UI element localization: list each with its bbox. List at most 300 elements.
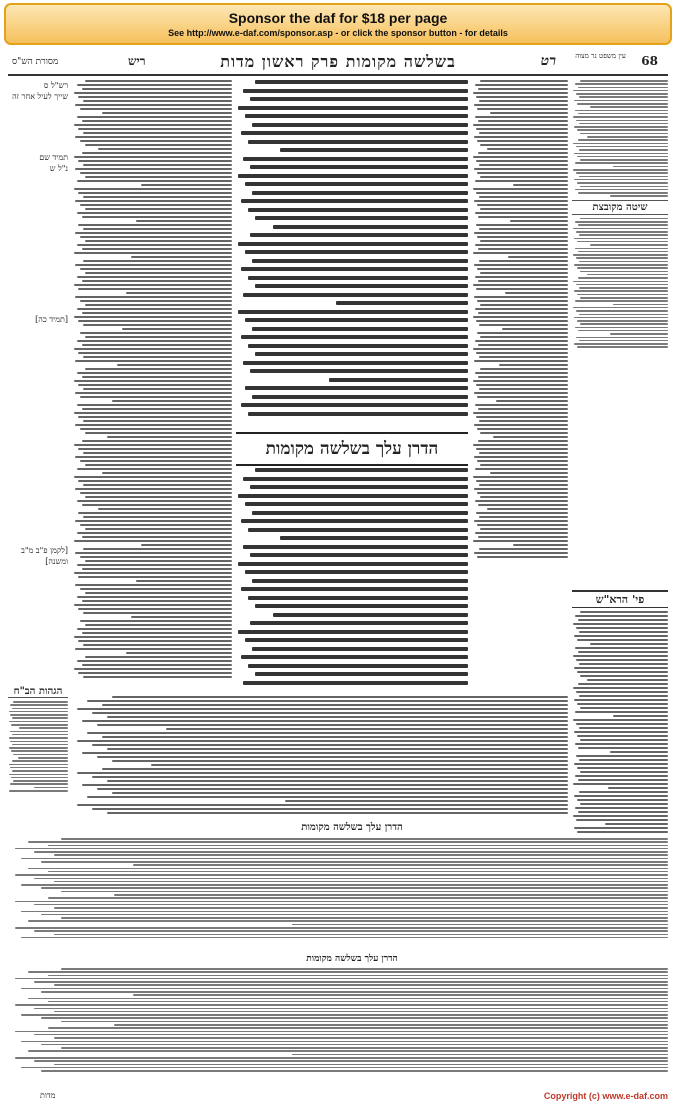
tosafot-text <box>72 80 232 678</box>
text-line <box>9 790 68 792</box>
rash-commentary-text <box>472 80 568 558</box>
text-line <box>107 780 568 782</box>
tosafot-column <box>72 80 232 690</box>
text-line <box>280 148 468 152</box>
text-line <box>74 316 232 318</box>
text-line <box>580 675 668 677</box>
text-line <box>28 971 668 973</box>
text-line <box>479 452 568 454</box>
text-line <box>82 504 232 506</box>
text-line <box>479 484 568 486</box>
text-line <box>480 208 568 210</box>
shita-mekubetzet-label: שיטה מקובצת <box>572 200 668 215</box>
masoret-hashas-column <box>8 80 68 680</box>
text-line <box>82 152 232 154</box>
text-line <box>83 260 232 262</box>
text-line <box>479 548 568 550</box>
text-line <box>75 392 232 394</box>
text-line <box>77 708 568 710</box>
text-line <box>74 92 232 94</box>
mishnah-text <box>236 80 468 430</box>
text-line <box>605 823 668 825</box>
text-line <box>499 364 568 366</box>
text-line <box>473 252 568 254</box>
text-line <box>75 104 232 106</box>
text-line <box>480 336 568 338</box>
text-line <box>85 144 232 146</box>
text-line <box>83 388 232 390</box>
text-line <box>580 803 668 805</box>
text-line <box>496 400 568 402</box>
text-line <box>114 894 668 896</box>
text-line <box>475 212 568 214</box>
text-line <box>474 232 568 234</box>
text-line <box>587 136 668 138</box>
text-line <box>578 224 668 226</box>
text-line <box>473 540 568 542</box>
text-line <box>577 639 668 641</box>
text-line <box>74 156 232 158</box>
text-line <box>475 180 568 182</box>
text-line <box>83 100 232 102</box>
text-line <box>573 254 668 256</box>
text-line <box>34 787 68 789</box>
text-line <box>590 244 668 246</box>
text-line <box>77 308 232 310</box>
text-line <box>579 631 668 633</box>
text-line <box>577 156 668 158</box>
text-line <box>61 968 668 970</box>
text-line <box>248 596 468 600</box>
text-line <box>75 264 232 266</box>
text-line <box>573 116 668 118</box>
text-line <box>83 356 232 358</box>
text-line <box>77 532 232 534</box>
text-line <box>255 604 468 608</box>
text-line <box>21 1041 668 1043</box>
text-line <box>248 276 468 280</box>
text-line <box>252 579 468 583</box>
text-line <box>475 532 568 534</box>
text-line <box>21 1014 668 1016</box>
text-line <box>34 904 668 906</box>
text-line <box>15 874 668 876</box>
text-line <box>82 280 232 282</box>
hadran-heading-tiny: הדרן עלך בשלשה מקומות <box>306 954 398 964</box>
text-line <box>476 448 568 450</box>
text-line <box>255 672 468 676</box>
text-line <box>477 396 568 398</box>
text-line <box>248 412 468 416</box>
text-line <box>126 292 232 294</box>
sponsor-banner[interactable] <box>4 3 672 45</box>
text-line <box>85 368 232 370</box>
text-line <box>574 343 668 345</box>
text-line <box>117 364 232 366</box>
text-line <box>574 126 668 128</box>
text-line <box>74 252 232 254</box>
text-line <box>573 687 668 689</box>
text-line <box>54 984 668 986</box>
text-line <box>10 714 68 716</box>
text-line <box>21 911 668 913</box>
text-line <box>575 647 668 649</box>
text-line <box>78 448 232 450</box>
text-line <box>41 861 668 863</box>
text-line <box>474 200 568 202</box>
text-line <box>292 1054 668 1056</box>
text-line <box>107 436 232 438</box>
text-line <box>577 799 668 801</box>
text-line <box>13 780 68 782</box>
text-line <box>474 488 568 490</box>
text-line <box>13 754 68 756</box>
commentary-middle-text <box>72 696 568 814</box>
text-line <box>476 352 568 354</box>
text-line <box>576 723 668 725</box>
text-line <box>83 548 232 550</box>
text-line <box>255 284 468 288</box>
text-line <box>74 412 232 414</box>
text-line <box>575 743 668 745</box>
text-line <box>166 728 568 730</box>
text-line <box>74 572 232 574</box>
text-line <box>252 327 468 331</box>
text-line <box>576 93 668 95</box>
text-line <box>102 112 232 114</box>
text-line <box>82 664 232 666</box>
text-line <box>82 216 232 218</box>
text-line <box>83 324 232 326</box>
text-line <box>248 140 468 144</box>
text-line <box>477 108 568 110</box>
text-line <box>9 774 68 776</box>
masoret-heading: מסורת הש"ס <box>12 57 59 67</box>
text-line <box>477 172 568 174</box>
text-line <box>479 420 568 422</box>
text-line <box>579 123 668 125</box>
text-line <box>77 740 568 742</box>
text-line <box>82 408 232 410</box>
text-line <box>580 771 668 773</box>
sponsor-subtitle[interactable]: See http://www.e-daf.com/sponsor.asp - or click the sponsor button - for details <box>168 28 508 38</box>
text-line <box>574 238 668 240</box>
text-line <box>477 236 568 238</box>
text-line <box>478 440 568 442</box>
text-line <box>255 352 468 356</box>
text-line <box>102 704 568 706</box>
text-line <box>85 272 232 274</box>
text-line <box>77 804 568 806</box>
text-line <box>245 250 468 254</box>
text-line <box>478 152 568 154</box>
text-line <box>285 800 568 802</box>
text-line <box>508 256 568 258</box>
text-line <box>273 225 468 229</box>
text-line <box>250 165 468 169</box>
text-line <box>578 139 668 141</box>
text-line <box>505 292 568 294</box>
text-line <box>85 208 232 210</box>
text-line <box>477 556 568 558</box>
text-line <box>576 755 668 757</box>
text-line <box>575 327 668 329</box>
text-line <box>85 304 232 306</box>
text-line <box>87 700 568 702</box>
text-line <box>573 307 668 309</box>
text-line <box>74 380 232 382</box>
text-line <box>577 703 668 705</box>
text-line <box>107 812 568 814</box>
text-line <box>238 494 468 498</box>
text-line <box>21 858 668 860</box>
text-line <box>478 408 568 410</box>
text-line <box>83 196 232 198</box>
text-line <box>476 224 568 226</box>
text-line <box>92 808 568 810</box>
text-line <box>77 596 232 598</box>
text-line <box>83 164 232 166</box>
text-line <box>80 428 232 430</box>
text-line <box>577 294 668 296</box>
rosh-commentary-column <box>572 590 668 835</box>
text-line <box>245 502 468 506</box>
text-line <box>85 240 232 242</box>
text-line <box>41 887 668 889</box>
text-line <box>480 432 568 434</box>
text-line <box>18 757 68 759</box>
text-line <box>576 231 668 233</box>
text-line <box>574 264 668 266</box>
text-line <box>576 310 668 312</box>
text-line <box>34 1034 668 1036</box>
text-line <box>574 635 668 637</box>
text-line <box>61 1047 668 1049</box>
text-line <box>579 727 668 729</box>
text-line <box>479 324 568 326</box>
text-line <box>252 259 468 263</box>
text-line <box>102 736 568 738</box>
text-line <box>580 159 668 161</box>
text-line <box>575 162 668 164</box>
text-line <box>77 276 232 278</box>
text-line <box>82 568 232 570</box>
text-line <box>578 747 668 749</box>
text-line <box>82 536 232 538</box>
text-line <box>48 1027 668 1029</box>
mishnah-lines <box>236 80 468 416</box>
text-line <box>473 316 568 318</box>
text-line <box>241 519 468 523</box>
hagahot-text <box>8 701 68 792</box>
text-line <box>478 504 568 506</box>
text-line <box>80 332 232 334</box>
text-line <box>34 851 668 853</box>
text-line <box>15 1057 668 1059</box>
text-line <box>92 712 568 714</box>
text-line <box>574 179 668 181</box>
text-line <box>78 416 232 418</box>
hadran-heading: הדרן עלך בשלשה מקומות <box>236 432 468 466</box>
text-line <box>241 267 468 271</box>
text-line <box>580 707 668 709</box>
text-line <box>273 613 468 617</box>
text-line <box>575 300 668 302</box>
text-line <box>136 580 232 582</box>
text-line <box>243 545 468 549</box>
text-line <box>243 293 468 297</box>
text-line <box>12 760 68 762</box>
text-line <box>75 200 232 202</box>
mishnah-next-lines <box>236 468 468 685</box>
text-line <box>80 588 232 590</box>
text-line <box>74 124 232 126</box>
text-line <box>83 676 232 678</box>
text-line <box>473 348 568 350</box>
text-line <box>238 310 468 314</box>
text-line <box>475 84 568 86</box>
text-line <box>241 587 468 591</box>
text-line <box>476 416 568 418</box>
text-line <box>476 288 568 290</box>
text-line <box>238 174 468 178</box>
text-line <box>61 917 668 919</box>
text-line <box>12 734 68 736</box>
text-line <box>10 741 68 743</box>
text-line <box>510 220 568 222</box>
text-line <box>474 264 568 266</box>
text-line <box>238 106 468 110</box>
text-line <box>21 937 668 939</box>
text-line <box>473 92 568 94</box>
text-line <box>102 472 232 474</box>
text-line <box>473 284 568 286</box>
text-line <box>85 80 232 82</box>
text-line <box>83 452 232 454</box>
text-line <box>579 149 668 151</box>
text-line <box>476 192 568 194</box>
text-line <box>577 735 668 737</box>
text-line <box>578 779 668 781</box>
text-line <box>85 656 232 658</box>
text-line <box>34 1060 668 1062</box>
text-line <box>574 317 668 319</box>
text-line <box>577 671 668 673</box>
text-line <box>41 1044 668 1046</box>
text-line <box>573 623 668 625</box>
text-line <box>78 224 232 226</box>
text-line <box>78 608 232 610</box>
text-line <box>480 368 568 370</box>
text-line <box>92 776 568 778</box>
text-line <box>487 148 568 150</box>
text-line <box>21 988 668 990</box>
text-line <box>54 907 668 909</box>
text-line <box>82 784 568 786</box>
text-line <box>122 328 232 330</box>
text-line <box>238 242 468 246</box>
text-line <box>77 564 232 566</box>
text-line <box>83 132 232 134</box>
text-line <box>475 308 568 310</box>
ein-mishpat-heading: עין משפט נר מצוה <box>575 52 626 60</box>
text-line <box>21 884 668 886</box>
text-line <box>75 136 232 138</box>
text-line <box>577 346 668 348</box>
text-line <box>575 110 668 112</box>
text-line <box>34 1008 668 1010</box>
text-line <box>255 216 468 220</box>
text-line <box>474 552 568 554</box>
text-line <box>476 160 568 162</box>
text-line <box>477 332 568 334</box>
text-line <box>574 795 668 797</box>
margin-note: רש"ל ס <box>43 81 68 90</box>
text-line <box>478 248 568 250</box>
text-line <box>77 84 232 86</box>
text-line <box>126 652 232 654</box>
text-line <box>241 335 468 339</box>
text-line <box>75 552 232 554</box>
text-line <box>608 787 668 789</box>
text-line <box>78 192 232 194</box>
text-line <box>329 378 468 382</box>
text-line <box>610 333 668 335</box>
text-line <box>74 444 232 446</box>
text-line <box>248 344 468 348</box>
text-line <box>80 140 232 142</box>
text-line <box>573 719 668 721</box>
ein-mishpat-column <box>572 80 668 550</box>
text-line <box>82 376 232 378</box>
text-line <box>48 897 668 899</box>
text-line <box>75 232 232 234</box>
text-line <box>107 716 568 718</box>
text-line <box>74 636 232 638</box>
text-line <box>78 672 232 674</box>
text-line <box>255 80 468 84</box>
page-title: בשלשה מקומות פרק ראשון מדות <box>220 52 456 71</box>
text-line <box>573 143 668 145</box>
text-line <box>578 277 668 279</box>
text-line <box>252 191 468 195</box>
text-line <box>48 975 668 977</box>
text-line <box>243 361 468 365</box>
text-line <box>477 524 568 526</box>
text-line <box>80 396 232 398</box>
text-line <box>19 727 68 729</box>
copyright-link[interactable]: Copyright (c) www.e-daf.com <box>543 1091 668 1101</box>
text-line <box>473 124 568 126</box>
text-line <box>61 1021 668 1023</box>
text-line <box>479 516 568 518</box>
text-line <box>10 704 68 706</box>
text-line <box>480 176 568 178</box>
text-line <box>573 228 668 230</box>
text-line <box>245 570 468 574</box>
text-line <box>9 747 68 749</box>
text-line <box>480 496 568 498</box>
text-line <box>590 643 668 645</box>
text-line <box>83 228 232 230</box>
text-line <box>61 891 668 893</box>
text-line <box>576 172 668 174</box>
text-line <box>13 701 68 703</box>
text-line <box>250 233 468 237</box>
text-line <box>241 131 468 135</box>
hagahot-habach-column <box>8 686 68 806</box>
text-line <box>77 468 232 470</box>
